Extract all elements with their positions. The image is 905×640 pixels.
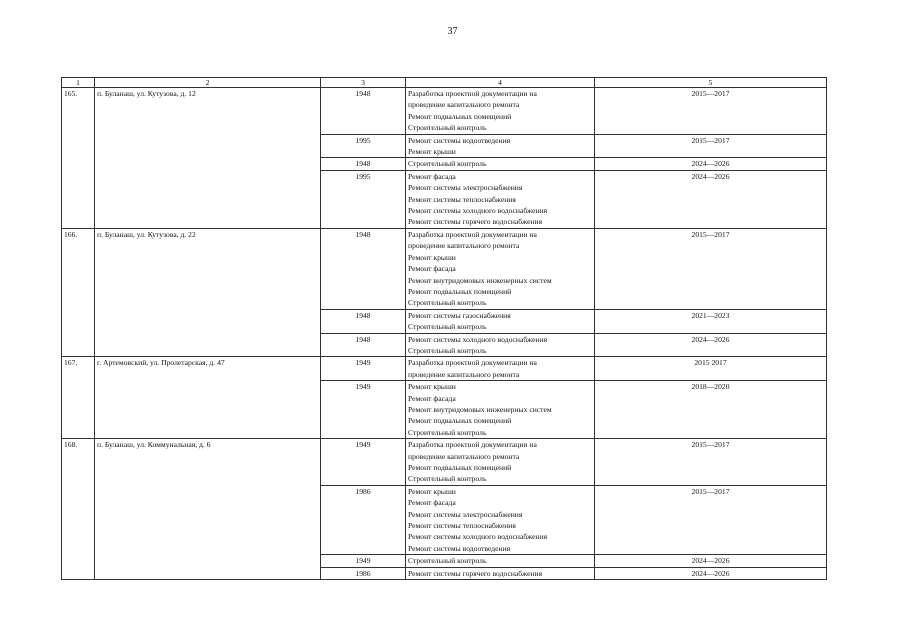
build-year: 1995 <box>321 134 406 158</box>
build-year: 1949 <box>321 555 406 567</box>
build-year: 1948 <box>321 228 406 309</box>
work-item: проведение капитального ремонта <box>408 369 520 379</box>
repair-period: 2024—2026 <box>595 333 827 357</box>
work-types <box>406 567 595 579</box>
repair-period: 2024—2026 <box>595 567 827 579</box>
work-types <box>406 170 595 228</box>
work-item: Ремонт фасада <box>408 393 456 403</box>
work-item: Ремонт системы водоотведения <box>408 135 511 145</box>
column-header: 3 <box>321 78 406 88</box>
object-number: 166. <box>62 228 95 356</box>
object-address: п. Буланаш, ул. Кутузова, д. 22 <box>95 228 321 356</box>
work-item: Разработка проектной документации на <box>408 440 537 450</box>
work-item: Ремонт крыши <box>408 486 456 496</box>
column-header: 4 <box>406 78 595 88</box>
repair-period: 2015 2017 <box>595 357 827 381</box>
work-item: Ремонт подвальных помещений <box>408 463 512 472</box>
table-header-row <box>62 78 827 88</box>
work-item: Строительный контроль <box>408 322 487 332</box>
work-types <box>406 309 595 333</box>
repair-period: 2024—2026 <box>595 158 827 170</box>
work-item: Строительный контроль <box>408 159 487 169</box>
work-item: Разработка проектной документации на <box>408 89 537 98</box>
work-item: Ремонт системы электроснабжения <box>408 509 523 519</box>
repair-period: 2015—2017 <box>595 228 827 309</box>
column-header: 1 <box>62 78 95 88</box>
work-item: Ремонт системы электроснабжения <box>408 183 523 193</box>
work-item: проведение капитального ремонта <box>408 241 520 251</box>
repair-period: 2015—2017 <box>595 439 827 486</box>
work-item: Ремонт системы теплоснабжения <box>408 521 516 531</box>
work-item: Ремонт фасада <box>408 171 456 181</box>
build-year: 1948 <box>321 158 406 170</box>
work-item: Ремонт фасада <box>408 498 456 508</box>
work-item: Строительный контроль <box>408 427 487 437</box>
work-item: Ремонт системы теплоснабжения <box>408 194 516 204</box>
work-types <box>406 555 595 567</box>
table-row <box>62 439 827 486</box>
work-item: Ремонт крыши <box>408 382 456 392</box>
work-types <box>406 357 595 381</box>
column-header: 2 <box>95 78 321 88</box>
repair-period: 2015—2017 <box>595 134 827 158</box>
object-number: 168. <box>62 439 95 580</box>
work-item: Ремонт внутридомовых инженерных систем <box>408 275 552 285</box>
work-item: Ремонт внутридомовых инженерных систем <box>408 404 552 414</box>
work-item: Ремонт подвальных помещений <box>408 111 512 121</box>
work-item: Ремонт системы водоотведения <box>408 543 511 553</box>
work-item: Строительный контроль <box>408 298 487 308</box>
object-address: п. Буланаш, ул. Коммунальная, д. 6 <box>95 439 321 580</box>
build-year: 1948 <box>321 88 406 135</box>
work-types <box>406 134 595 158</box>
repair-period: 2015—2017 <box>595 88 827 135</box>
work-types <box>406 228 595 309</box>
object-address: п. Буланаш, ул. Кутузова, д. 12 <box>95 88 321 229</box>
object-number: 165. <box>62 88 95 229</box>
work-item: Ремонт системы холодного водоснабжения <box>408 206 548 216</box>
work-item: Ремонт системы горячего водоснабжения <box>408 568 543 578</box>
page-number: 37 <box>447 26 458 37</box>
repair-period: 2024—2026 <box>595 555 827 567</box>
work-item: Ремонт крыши <box>408 252 456 262</box>
work-item: Ремонт системы горячего водоснабжения <box>408 217 543 227</box>
work-item: Ремонт фасада <box>408 264 456 274</box>
repair-period: 2018—2020 <box>595 381 827 439</box>
table-row <box>62 228 827 309</box>
table-row <box>62 88 827 135</box>
work-item: Строительный контроль <box>408 123 487 133</box>
work-item: Ремонт крыши <box>408 147 456 157</box>
work-item: Ремонт системы холодного водоснабжения <box>408 334 548 344</box>
build-year: 1948 <box>321 333 406 357</box>
build-year: 1948 <box>321 309 406 333</box>
repair-period: 2021—2023 <box>595 309 827 333</box>
build-year: 1949 <box>321 357 406 381</box>
build-year: 1986 <box>321 567 406 579</box>
object-address: г. Артемовский, ул. Пролетарская, д. 47 <box>95 357 321 439</box>
build-year: 1986 <box>321 485 406 554</box>
column-header: 5 <box>595 78 827 88</box>
work-item: Ремонт системы холодного водоснабжения <box>408 532 548 542</box>
work-item: проведение капитального ремонта <box>408 100 520 110</box>
work-item: Ремонт подвальных помещений <box>408 286 512 296</box>
repair-period: 2015—2017 <box>595 485 827 554</box>
table-row <box>62 357 827 381</box>
object-number: 167. <box>62 357 95 439</box>
work-types <box>406 485 595 554</box>
work-item: Строительный контроль <box>408 474 487 484</box>
work-item: Разработка проектной документации на <box>408 229 537 239</box>
work-types <box>406 158 595 170</box>
work-item: проведение капитального ремонта <box>408 451 520 461</box>
repair-schedule-table <box>61 77 827 580</box>
work-item: Ремонт системы газоснабжения <box>408 310 511 320</box>
work-types <box>406 381 595 439</box>
work-item: Ремонт подвальных помещений <box>408 416 512 426</box>
work-types <box>406 88 595 135</box>
build-year: 1949 <box>321 381 406 439</box>
build-year: 1949 <box>321 439 406 486</box>
work-item: Разработка проектной документации на <box>408 358 537 368</box>
repair-period: 2024—2026 <box>595 170 827 228</box>
work-item: Строительный контроль <box>408 556 487 566</box>
work-item: Строительный контроль <box>408 345 487 355</box>
build-year: 1995 <box>321 170 406 228</box>
work-types <box>406 439 595 486</box>
work-types <box>406 333 595 357</box>
